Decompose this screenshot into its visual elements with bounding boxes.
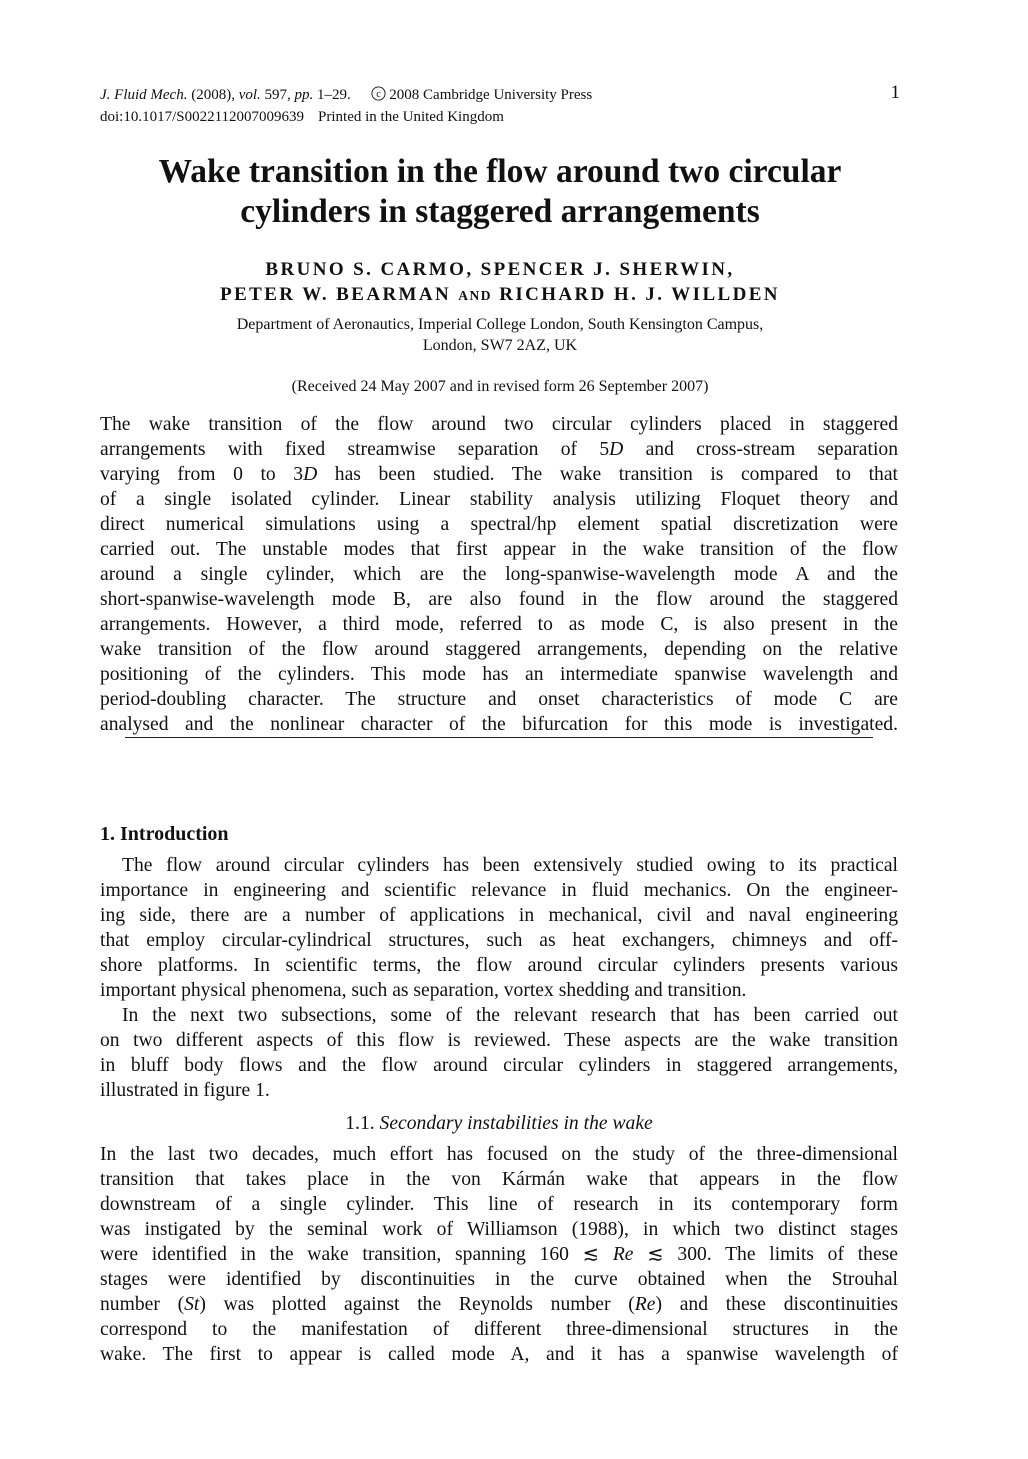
journal-year: (2008), xyxy=(191,87,235,103)
paragraph-line: transition that takes place in the von Kármán wake that appears in the flow xyxy=(100,1169,898,1190)
paragraph-line: was instigated by the seminal work of Williamson (1988), in which two distinct stages xyxy=(100,1219,898,1240)
affiliation-line-2: London, SW7 2AZ, UK xyxy=(422,337,578,354)
page-number: 1 xyxy=(890,82,900,103)
author-conjunction: AND xyxy=(458,288,493,303)
abstract-line: carried out. The unstable modes that first appear in the wake transition of the flow xyxy=(100,539,898,560)
paragraph-line: In the next two subsections, some of the relevant research that has been carried out xyxy=(122,1005,898,1026)
abstract-line: short-spanwise-wavelength mode B, are also found in the flow around the staggered xyxy=(100,589,898,610)
doi-text: doi:10.1017/S0022112007009639 xyxy=(100,109,305,125)
svg-text:c: c xyxy=(375,89,381,100)
paragraph-line: on two different aspects of this flow is reviewed. These aspects are the wake transition xyxy=(100,1030,898,1051)
abstract-line: period-doubling character. The structure and onset characteristics of mode C are xyxy=(100,689,898,710)
subsection-heading xyxy=(100,1111,898,1136)
subsection-title: Secondary instabilities in the wake xyxy=(379,1113,653,1134)
author-list xyxy=(60,257,940,308)
title-line-2: cylinders in staggered arrangements xyxy=(240,193,760,230)
authors-line-2 xyxy=(60,282,940,308)
paragraph-line: shore platforms. In scientific terms, the flow around circular cylinders presents various xyxy=(100,955,898,976)
paragraph-line: downstream of a single cylinder. This line of research in its contemporary form xyxy=(100,1194,898,1215)
author-willden: RICHARD H. J. WILLDEN xyxy=(499,284,780,305)
volume-number: 597, xyxy=(264,87,291,103)
printed-text: Printed in the United Kingdom xyxy=(318,109,504,125)
abstract-line: wake transition of the flow around staggered arrangements, depending on the relative xyxy=(100,639,898,660)
paper-title xyxy=(60,152,940,232)
introduction-paragraphs xyxy=(100,853,898,1103)
abstract-line: of a single isolated cylinder. Linear stability analysis utilizing Floquet theory and xyxy=(100,489,898,510)
abstract-divider xyxy=(125,737,873,738)
affiliation xyxy=(60,314,940,356)
paragraph-line: ing side, there are a number of applications in mechanical, civil and naval engineering xyxy=(100,905,898,926)
abstract-line: arrangements. However, a third mode, referred to as mode C, is also present in the xyxy=(100,614,898,635)
abstract-line: analysed and the nonlinear character of the bifurcation for this mode is investigated. xyxy=(100,714,898,735)
abstract-line: positioning of the cylinders. This mode has an intermediate spanwise wavelength and xyxy=(100,664,898,685)
paragraph-line: wake. The first to appear is called mode A, and it has a spanwise wavelength of xyxy=(100,1344,898,1365)
paragraph-line: In the last two decades, much effort has focused on the study of the three-dimensional xyxy=(100,1144,898,1165)
paragraph-line: were identified in the wake transition, spanning 160 ≲ Re ≲ 300. The limits of these xyxy=(100,1244,898,1265)
paragraph-line: stages were identified by discontinuities in the curve obtained when the Strouhal xyxy=(100,1269,898,1290)
received-dates: (Received 24 May 2007 and in revised form 26 September 2007) xyxy=(291,378,709,395)
paragraph-line: correspond to the manifestation of different three-dimensional structures in the xyxy=(100,1319,898,1340)
paragraph-line: that employ circular-cylindrical structures, such as heat exchangers, chimneys and off- xyxy=(100,930,898,951)
copyright-text: 2008 Cambridge University Press xyxy=(389,87,593,103)
citation-line xyxy=(100,84,900,106)
author-bearman: PETER W. BEARMAN xyxy=(220,284,452,305)
abstract-line: direct numerical simulations using a spectral/hp element spatial discretization were xyxy=(100,514,898,535)
title-line-1: Wake transition in the flow around two circular xyxy=(158,153,842,190)
subsection-number: 1.1. xyxy=(345,1113,375,1134)
abstract xyxy=(100,412,898,737)
abstract-line: arrangements with fixed streamwise separation of 5D and cross-stream separation xyxy=(100,439,898,460)
running-header xyxy=(100,84,900,128)
abstract-line: varying from 0 to 3D has been studied. The wake transition is compared to that xyxy=(100,464,898,485)
abstract-line: around a single cylinder, which are the long-spanwise-wavelength mode A and the xyxy=(100,564,898,585)
paragraph-line: importance in engineering and scientific relevance in fluid mechanics. On the engineer- xyxy=(100,880,898,901)
journal-name: J. Fluid Mech. xyxy=(100,87,188,103)
section-heading: 1. Introduction xyxy=(100,823,229,845)
pages-label: pp. xyxy=(294,87,314,103)
paragraph-line: The flow around circular cylinders has been extensively studied owing to its practical xyxy=(122,855,898,876)
authors-line-1: BRUNO S. CARMO, SPENCER J. SHERWIN, xyxy=(265,259,735,280)
copyright-icon xyxy=(371,86,386,101)
paragraph-line: important physical phenomena, such as separation, vortex shedding and transition. xyxy=(100,980,747,1001)
subsection-paragraph xyxy=(100,1142,898,1367)
paragraph-line: illustrated in figure 1. xyxy=(100,1080,270,1101)
paragraph-line: in bluff body flows and the flow around circular cylinders in staggered arrangements, xyxy=(100,1055,898,1076)
page-range: 1–29. xyxy=(317,87,351,103)
volume-label: vol. xyxy=(238,87,261,103)
affiliation-line-1: Department of Aeronautics, Imperial College London, South Kensington Campus, xyxy=(236,316,764,333)
abstract-line: The wake transition of the flow around two circular cylinders placed in staggered xyxy=(100,414,898,435)
paragraph-line: number (St) was plotted against the Reynolds number (Re) and these discontinuities xyxy=(100,1294,899,1315)
doi-line xyxy=(100,106,900,128)
